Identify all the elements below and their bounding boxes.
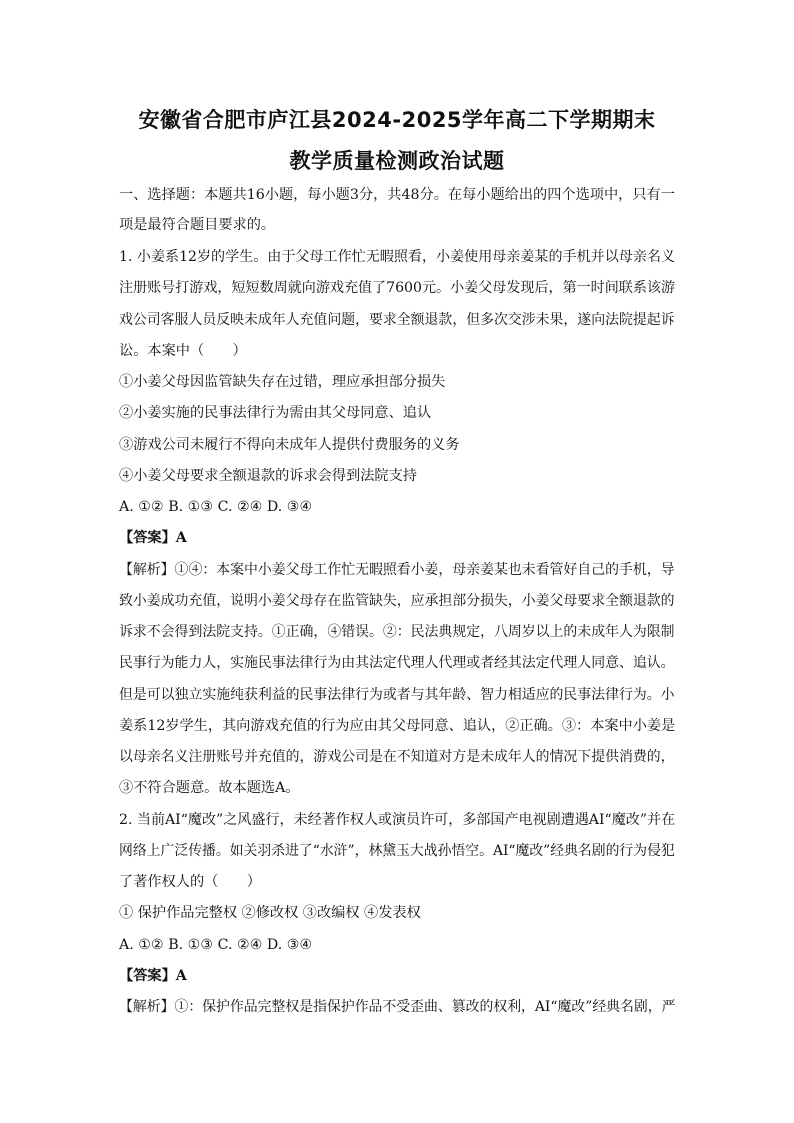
question-2-stem: 网络上广泛传播。如关羽杀进了“水浒”，林黛玉大战孙悟空。AI“魔改”经典名剧的行为侵犯 [119,843,675,859]
question-1-stem: 戏公司客服人员反映未成年人充值问题，要求全额退款，但多次交涉未果，遂向法院提起诉 [119,312,675,328]
question-2-answer: 【答案】A [119,968,187,984]
question-1-analysis: ③不符合题意。故本题选A。 [119,780,300,796]
question-1-stem: 1. 小姜系12岁的学生。由于父母工作忙无暇照看，小姜使用母亲姜某的手机并以母亲名义 [119,249,676,265]
question-1-analysis: 姜系12岁学生，其向游戏充值的行为应由其父母同意、追认，②正确。③：本案中小姜是 [119,718,676,734]
question-2-options: A. ①② B. ①③ C. ②④ D. ③④ [119,937,313,953]
question-1-statement: ③游戏公司未履行不得向未成年人提供付费服务的义务 [119,437,460,453]
section-instruction-cont: 项是最符合题目要求的。 [119,217,276,233]
question-2-statements: ① 保护作品完整权 ②修改权 ③改编权 ④发表权 [119,905,421,921]
section-instruction: 一、选择题：本题共16小题，每小题3分，共48分。在每小题给出的四个选项中，只有一 [119,187,675,203]
question-1-analysis: 但是可以独立实施纯获利益的民事法律行为或者与其年龄、智力相适应的民事法律行为。小 [119,687,675,703]
document-title-line-1: 安徽省合肥市庐江县2024-2025学年高二下学期期末 [138,108,656,132]
question-1-stem: 注册账号打游戏，短短数周就向游戏充值了7600元。小姜父母发现后，第一时间联系该游 [119,280,676,296]
document-title-line-2: 教学质量检测政治试题 [289,149,505,173]
question-1-analysis: 民事行为能力人，实施民事法律行为由其法定代理人代理或者经其法定代理人同意、追认。 [119,655,675,671]
question-1-analysis: 【解析】①④：本案中小姜父母工作忙无暇照看小姜，母亲姜某也未看管好自己的手机，导 [119,562,675,578]
question-1-statement: ④小姜父母要求全额退款的诉求会得到法院支持 [119,468,417,484]
question-1-stem: 讼。本案中（ ） [119,343,247,359]
question-1-answer: 【答案】A [119,530,187,546]
question-2-analysis: 【解析】①：保护作品完整权是指保护作品不受歪曲、篡改的权利，AI“魔改”经典名剧，严 [119,999,676,1015]
question-1-analysis: 诉求不会得到法院支持。①正确，④错误。②：民法典规定，八周岁以上的未成年人为限制 [119,624,675,640]
question-1-statement: ②小姜实施的民事法律行为需由其父母同意、追认 [119,405,432,421]
question-1-analysis: 以母亲名义注册账号并充值的，游戏公司是在不知道对方是未成年人的情况下提供消费的， [119,749,675,765]
question-2-stem: 2. 当前AI“魔改”之风盛行，未经著作权人或演员许可，多部国产电视剧遭遇AI“魔改”并在 [119,812,676,828]
question-1-analysis: 致小姜成功充值，说明小姜父母存在监管缺失，应承担部分损失，小姜父母要求全额退款的 [119,593,675,609]
question-2-stem: 了著作权人的（ ） [119,874,261,890]
question-1-statement: ①小姜父母因监管缺失存在过错，理应承担部分损失 [119,374,446,390]
question-1-options: A. ①② B. ①③ C. ②④ D. ③④ [119,499,313,515]
